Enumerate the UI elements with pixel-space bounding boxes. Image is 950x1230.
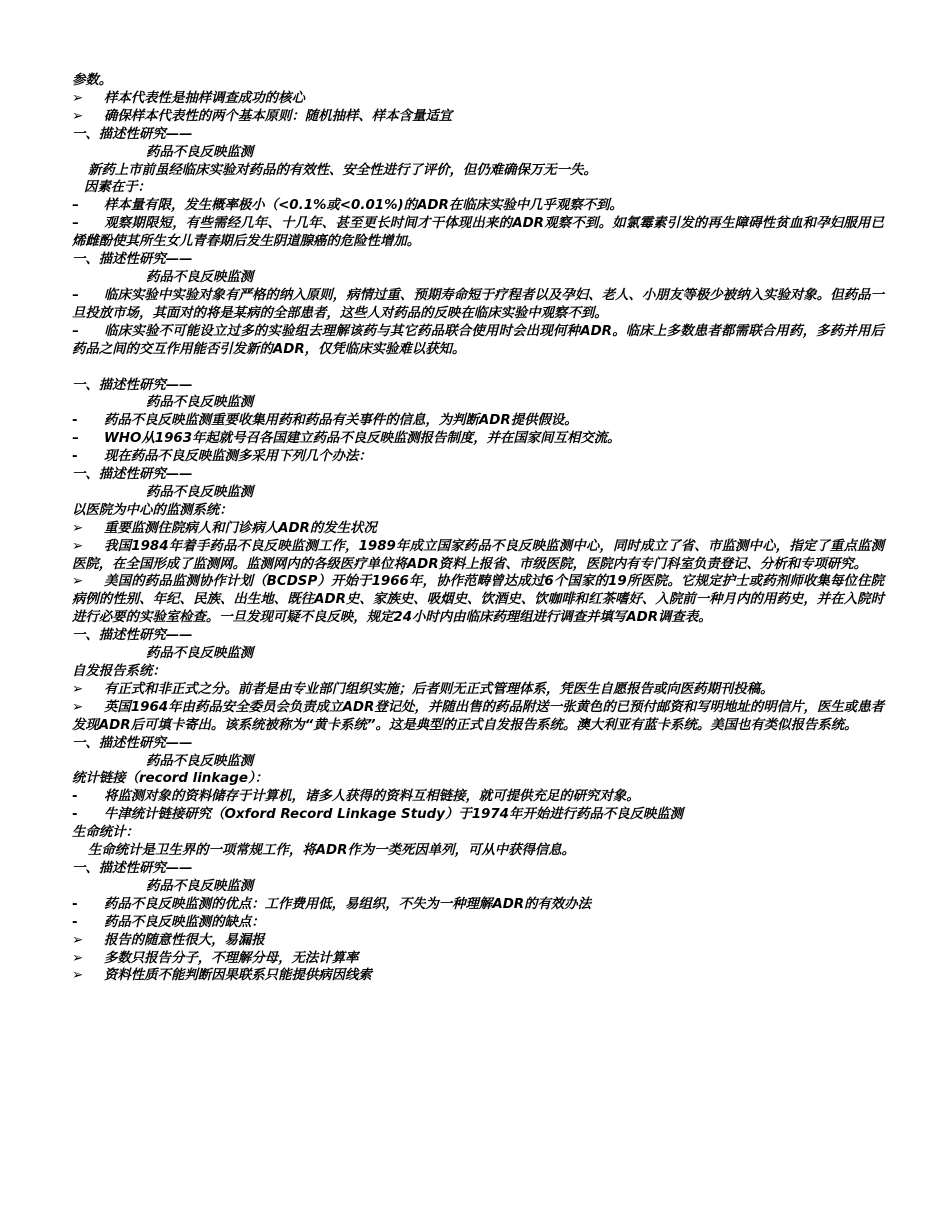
arrow-bullet-icon: ➢ [72, 520, 84, 536]
arrow-bullet-icon: ➢ [72, 968, 84, 984]
section-subtitle: 药品不良反映监测 [146, 753, 254, 769]
dash-item [72, 430, 884, 448]
dash-marker: - [72, 807, 78, 823]
item-text: 牛津统计链接研究（Oxford Record Linkage Study）于1974年开始进行药品不良反映监测 [104, 807, 684, 823]
item-text: 多数只报告分子，不理解分母，无法计算率 [104, 950, 359, 966]
text-line: 一、描述性研究—— [72, 735, 193, 751]
arrow-bullet-icon: ➢ [72, 681, 84, 697]
text-line: 自发报告系统： [72, 664, 166, 679]
dash-marker: – [72, 216, 79, 232]
paragraph-text: 临床实验中实验对象有严格的纳入原则，病情过重、预期寿命短于疗程者以及孕妇、老人、小朋友等极少被纳入实验对象。但药品一旦投放市场，其面对的将是某病的全部患者，这些人对药品的反映在临床实验中观察不到。 [72, 287, 884, 321]
arrow-bullet-icon: ➢ [72, 950, 84, 966]
paragraph-text: 观察期限短，有些需经几年、十几年、甚至更长时间才干体现出来的ADR观察不到。如氯霉素引发的再生障碍性贫血和孕妇服用已烯雌酚使其所生女儿青春期后发生阴道腺癌的危险性增加。 [72, 216, 884, 250]
paragraph-text: 临床实验不可能设立过多的实验组去理解该药与其它药品联合使用时会出现何种ADR。临床上多数患者都需联合用药，多药并用后药品之间的交互作用能否引发新的ADR，仅凭临床实验难以获知。 [72, 323, 884, 357]
arrow-bullet-icon: ➢ [72, 932, 84, 948]
bullet-item [72, 90, 884, 108]
text-line: 以医院为中心的监测系统： [72, 502, 233, 518]
text-line: 一、描述性研究—— [72, 126, 193, 142]
bullet-item [72, 108, 884, 126]
dash-marker: – [72, 431, 79, 447]
dash-marker: – [72, 323, 79, 339]
text-line: 一、描述性研究—— [72, 628, 193, 644]
text-line: 参数。 [72, 73, 113, 88]
text-line: 统计链接（record linkage）： [72, 771, 269, 787]
text-line: 一、描述性研究—— [72, 252, 193, 268]
dash-paragraph [72, 215, 884, 251]
bullet-item [72, 950, 884, 968]
dash-marker: – [72, 198, 79, 214]
section-subtitle: 药品不良反映监测 [146, 646, 254, 662]
item-text: 药品不良反映监测的优点：工作费用低，易组织，不失为一种理解ADR的有效办法 [104, 896, 592, 912]
item-text: 确保样本代表性的两个基本原则：随机抽样、样本含量适宜 [104, 108, 453, 124]
text-line: 一、描述性研究—— [72, 377, 193, 393]
dash-item [72, 788, 884, 806]
arrow-bullet-icon: ➢ [72, 538, 84, 554]
dash-paragraph [72, 287, 884, 323]
dash-marker: - [72, 896, 78, 912]
dash-marker: – [72, 287, 79, 303]
bullet-paragraph [72, 681, 884, 699]
arrow-bullet-icon: ➢ [72, 108, 84, 124]
indented-paragraph: 生命统计是卫生界的一项常规工作，将ADR作为一类死因单列，可从中获得信息。 [88, 843, 576, 859]
bullet-item [72, 520, 884, 538]
item-text: 重要监测住院病人和门诊病人ADR的发生状况 [104, 520, 377, 536]
indented-line: 因素在于： [84, 180, 151, 196]
dash-item [72, 197, 884, 215]
dash-item [72, 896, 884, 914]
dash-marker: - [72, 914, 78, 930]
item-text: 资料性质不能判断因果联系只能提供病因线索 [104, 968, 372, 984]
dash-marker: - [72, 789, 78, 805]
text-line: 一、描述性研究—— [72, 467, 193, 483]
paragraph-text: 美国的药品监测协作计划（BCDSP）开始于1966年，协作范畴曾达成过6个国家的19所医院。它规定护士或药剂师收集每位住院病例的性别、年纪、民族、出生地、既往ADR史、家族史、吸烟史、饮酒史、饮咖啡和红茶嗜好、入院前一种月内的用药史，并在入院时进行必要的实验室检查。一旦发现可疑不良反映，规定24小时内由临床药理组进行调查并填写ADR调查表。 [72, 574, 884, 626]
paragraph-text: 英国1964年由药品安全委员会负责成立ADR登记处，并随出售的药品附送一张黄色的已预付邮资和写明地址的明信片，医生或患者发现ADR后可填卡寄出。该系统被称为“黄卡系统”。这是典型的正式自发报告系统。澳大利亚有蓝卡系统。美国也有类似报告系统。 [72, 699, 884, 733]
bullet-paragraph [72, 699, 884, 735]
dash-item [72, 412, 884, 430]
item-text: 样本量有限，发生概率极小（<0.1%或<0.01%)的ADR在临床实验中几乎观察不到。 [104, 198, 623, 214]
paragraph-text: 有正式和非正式之分。前者是由专业部门组织实施；后者则无正式管理体系，凭医生自愿报告或向医药期刊投稿。 [104, 681, 774, 697]
item-text: 报告的随意性很大，易漏报 [104, 932, 265, 948]
section-subtitle: 药品不良反映监测 [146, 144, 254, 160]
blank-line [72, 359, 884, 377]
item-text: 药品不良反映监测的缺点： [104, 914, 265, 930]
arrow-bullet-icon: ➢ [72, 90, 84, 106]
arrow-bullet-icon: ➢ [72, 699, 84, 715]
bullet-item [72, 967, 884, 985]
bullet-paragraph [72, 538, 884, 574]
item-text: 将监测对象的资料储存于计算机，诸多人获得的资料互相链接，就可提供充足的研究对象。 [104, 789, 640, 805]
section-subtitle: 药品不良反映监测 [146, 878, 254, 894]
dash-item [72, 806, 884, 824]
arrow-bullet-icon: ➢ [72, 574, 84, 590]
dash-paragraph [72, 323, 884, 359]
section-subtitle: 药品不良反映监测 [146, 269, 254, 285]
item-text: WHO从1963年起就号召各国建立药品不良反映监测报告制度，并在国家间互相交流。 [104, 431, 621, 447]
item-text: 样本代表性是抽样调查成功的核心 [104, 90, 305, 106]
indented-paragraph: 新药上市前虽经临床实验对药品的有效性、安全性进行了评价，但仍难确保万无一失。 [88, 162, 597, 178]
item-text: 药品不良反映监测重要收集用药和药品有关事件的信息，为判断ADR提供假设。 [104, 413, 578, 429]
dash-item [72, 914, 884, 932]
dash-marker: - [72, 449, 78, 465]
text-line: 生命统计： [72, 825, 139, 841]
dash-marker: - [72, 413, 78, 429]
section-subtitle: 药品不良反映监测 [146, 395, 254, 411]
item-text: 现在药品不良反映监测多采用下列几个办法： [104, 449, 372, 465]
bullet-paragraph [72, 573, 884, 627]
bullet-item [72, 932, 884, 950]
text-line: 一、描述性研究—— [72, 860, 193, 876]
paragraph-text: 我国1984年着手药品不良反映监测工作，1989年成立国家药品不良反映监测中心，同时成立了省、市监测中心，指定了重点监测医院，在全国形成了监测网。监测网内的各级医疗单位将ADR资料上报省、市级医院，医院内有专门科室负责登记、分析和专项研究。 [72, 538, 884, 572]
section-subtitle: 药品不良反映监测 [146, 484, 254, 500]
dash-item [72, 448, 884, 466]
